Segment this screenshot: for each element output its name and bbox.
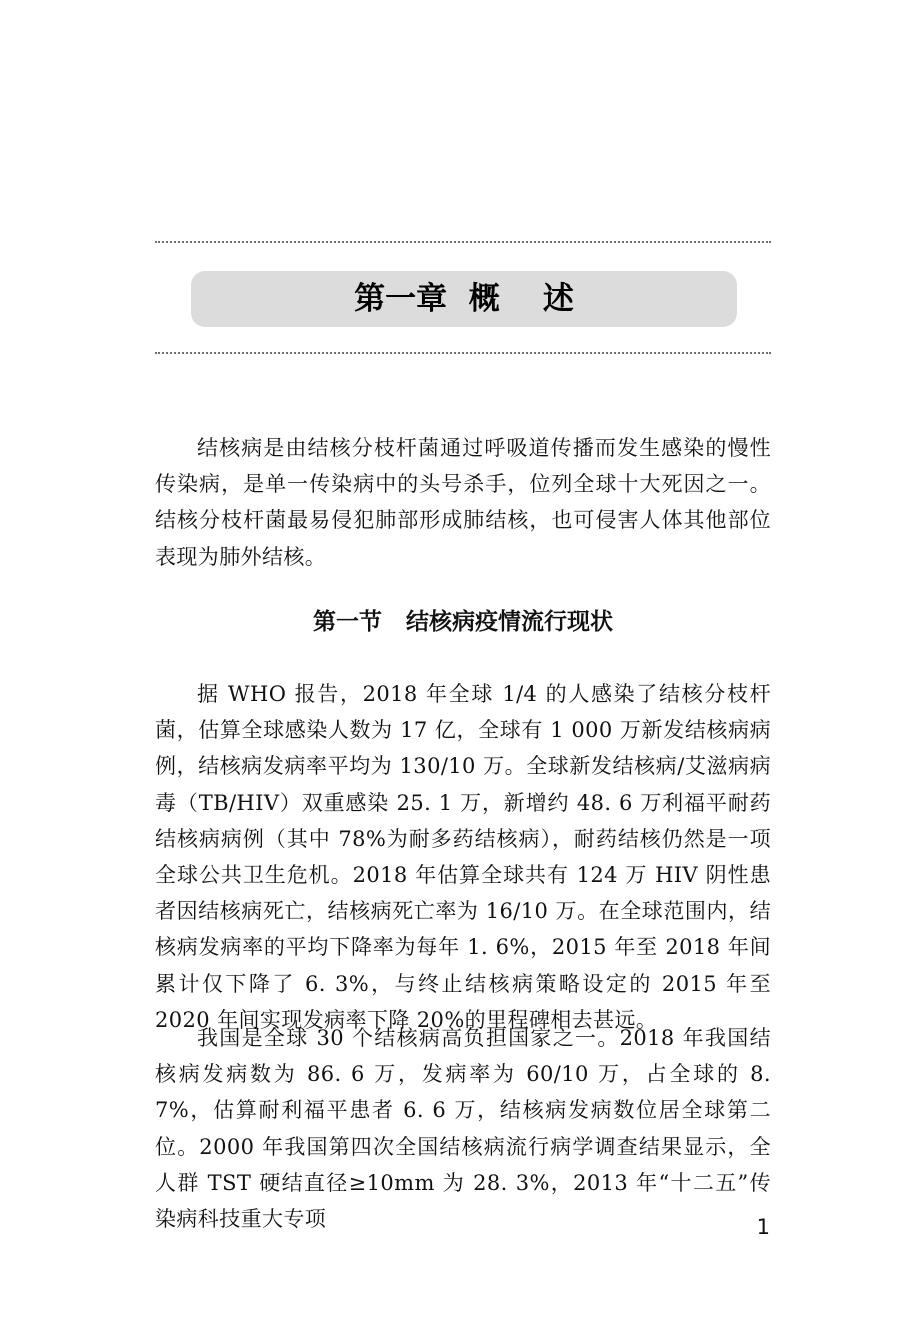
intro-paragraph: 结核病是由结核分枝杆菌通过呼吸道传播而发生感染的慢性传染病，是单一传染病中的头号杀手，位列全球十大死因之一。结核分枝杆菌最易侵犯肺部形成肺结核，也可侵害人体其他部位表现为肺外结核。 bbox=[155, 436, 771, 569]
body-paragraph-global-epidemic: 据 WHO 报告，2018 年全球 1/4 的人感染了结核分枝杆菌，估算全球感染人数为 17 亿，全球有 1 000 万新发结核病病例，结核病发病率平均为 130/10 万。全球新发结核病/艾滋病病毒（TB/HIV）双重感染 25. 1 万，新增约 48. 6 万利福平耐药结核病病例（其中 78%为耐多药结核病），耐药结核仍然是一项全球公共卫生危机。2018 年估算全球共有 124 万 HIV 阴性患者因结核病死亡，结核病死亡率为 16/10 万。在全球范围内，结核病发病率的平均下降率为每年 1. 6%，2015 年至 2018 年间累计仅下降了 6. 3%，与终止结核病策略设定的 2015 年至 2020 年间实现发病率下降 20%的里程碑相去甚远。 bbox=[155, 682, 771, 1032]
page-number: 1 bbox=[756, 1215, 770, 1239]
body-paragraph-china-epidemic: 我国是全球 30 个结核病高负担国家之一。2018 年我国结核病发病数为 86. 6 万，发病率为 60/10 万，占全球的 8. 7%，估算耐利福平患者 6. 6 万，结核病发病数位居全球第二位。2000 年我国第四次全国结核病流行病学调查结果显示，全人群 TST 硬结直径≥10mm 为 28. 3%，2013 年“十二五”传染病科技重大专项 bbox=[155, 1026, 771, 1232]
chapter-top-dotted-rule bbox=[155, 241, 771, 243]
chapter-bottom-dotted-rule bbox=[155, 352, 771, 354]
section-title: 第一节 结核病疫情流行现状 bbox=[312, 609, 614, 635]
chapter-title-box bbox=[191, 271, 737, 327]
chapter-title: 第一章 概 述 bbox=[354, 281, 574, 317]
